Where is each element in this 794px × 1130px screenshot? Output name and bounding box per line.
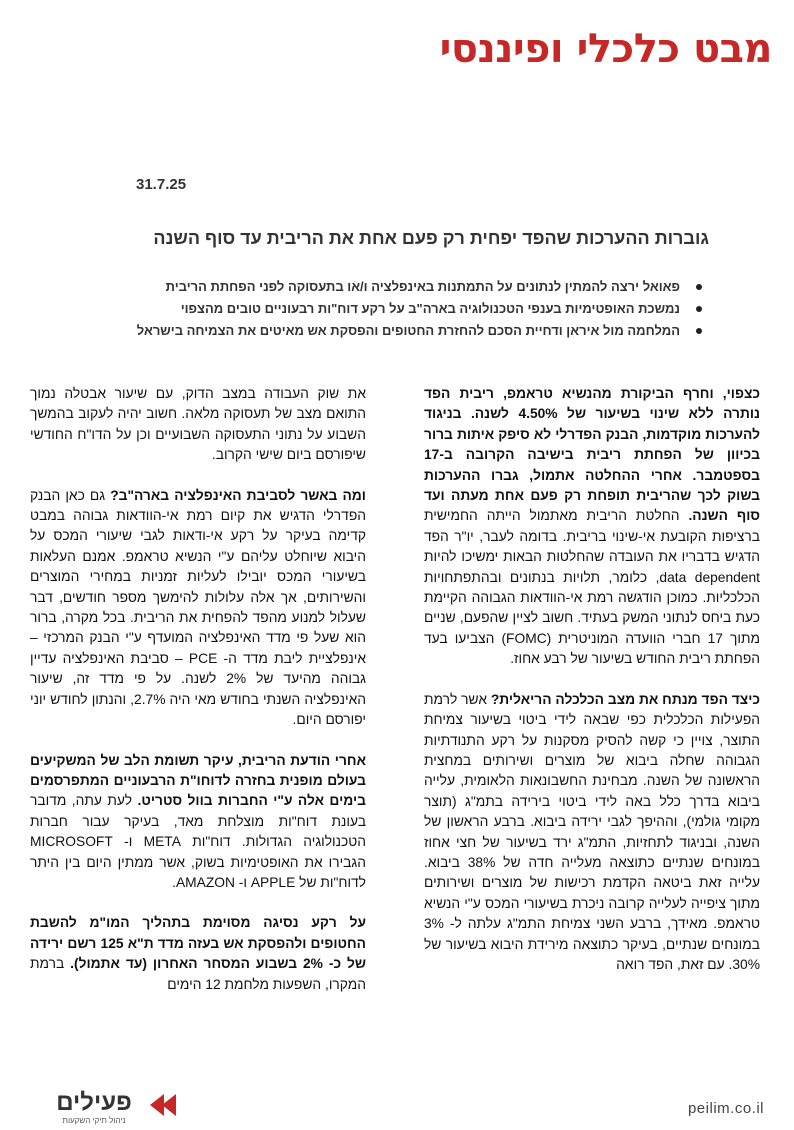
paragraph — [30, 486, 366, 731]
bullet-text: המלחמה מול איראן ודחיית הסכם להחזרת החטופים והפסקת אש מאיטים את הצמיחה בישראל — [136, 323, 680, 338]
logo-chevron-icon — [162, 1094, 176, 1116]
bullet-item — [30, 320, 686, 342]
logo-text: פעילים — [56, 1089, 132, 1116]
right-column — [424, 384, 760, 995]
bullet-dot-icon — [696, 284, 702, 290]
report-date: 31.7.25 — [136, 176, 187, 193]
headline: גוברות ההערכות שהפד יפחית רק פעם אחת את הריבית עד סוף השנה — [153, 228, 709, 248]
summary-bullets — [30, 276, 686, 342]
bullet-text: נמשכת האופטימיות בענפי הטכנולוגיה בארה"ב על רקע דוח"ות רבעוניים טובים מהצפוי — [180, 301, 680, 316]
paragraph-body: גם כאן הבנק הפדרלי הדגיש את קיום רמת אי-הוודאות גבוהה במבט קדימה בעיקר על רקע אי-ודאות לגבי שיעורי המכס על היבוא שיוחלט עליהם ע"י הנשיא טראמפ. אמנם העלאות בשיעורי המכס יובילו לעליות זמניות במחירי המוצרים והשירותים, אך אלה עלולות להימשך מספר חודשים, דבר שעלול למנוע מהפד להפחית את הריבית. בכל מקרה, ברור הוא שעל פי מדד האינפלציה המועדף ע"י הבנק המרכזי – אינפלציית ליבת מדד ה- PCE – סביבת האינפלציה עדיין גבוהה מהיעד של 2% לשנה. על פי מדד זה, שיעור האינפלציה השנתי בחודש מאי היה 2.7%, והנתון לחודש יוני יפורסם היום. — [30, 487, 366, 728]
brand-title: מבט כלכלי ופיננסי — [439, 26, 772, 72]
paragraph-body: החלטת הריבית מאתמול הייתה החמישית ברציפות הקובעת אי-שינוי בריבית. בדומה לעבר, יו"ר הפד הדגיש בדבריו את העובדה שהחלטות הבאות ימשיכו להיות data dependent, כלומר, תלויות בנתונים ובהתפתחויות הכלכליות. כמוכן הודגשה רמת אי-הוודאות הגבוהה הקיימת כעת ביחס לנתוני המשק בעתיד. חשוב לציין שהפעם, שניים מתוך 17 חברי הוועדה המוניטרית (FOMC) הצביעו בעד הפחתת ריבית החודש בשיעור של רבע אחוז. — [424, 508, 760, 667]
paragraph-body: אשר לרמת הפעילות הכלכלית כפי שבאה לידי ביטוי בשיעור צמיחת התוצר, צויין כי קשה להסיק מסקנות על רקע התנודתיות הגבוהה שחלה ביבוא של מוצרים ושירותים במחצית הראשונה של השנה. מבחינת החשבונאות הלאומית, עלייה ביבוא בדרך כלל באה לידי ביטוי בירידה בתמ"ג (תוצר מקומי גולמי), וההיפך לגבי ירידה ביבוא. ברבע הראשון של השנה, ובניגוד לתחזיות, התמ"ג ירד בשיעור של חצי אחוז במונחים שנתיים כתוצאה מעלייה חדה של 38% ביבוא. עלייה זאת ביטאה הקדמת רכישות של מוצרים ושירותים מתוך ציפייה לעלייה קרובה ניכרת בשיעורי המכס ע"י הנשיא טראמפ. מאידך, ברבע השני צמיחת התמ"ג עלתה ל- 3% במונחים שנתיים, בעיקר כתוצאה מירידת היבוא בשיעור של 30%. עם זאת, הפד רואה — [424, 691, 760, 972]
left-column — [30, 384, 366, 1015]
bullet-item — [30, 298, 686, 320]
bullet-dot-icon — [696, 306, 702, 312]
bullet-dot-icon — [696, 328, 702, 334]
logo-subtitle: ניהול תיקי השקעות — [62, 1116, 126, 1125]
paragraph — [424, 384, 760, 670]
paragraph-body: ברמת המקרו, השפעות מלחמת 12 הימים — [30, 956, 366, 992]
paragraph-lead: ומה באשר לסביבת האינפלציה בארה"ב? — [110, 487, 366, 503]
peilim-logo — [38, 1089, 178, 1126]
paragraph — [30, 751, 366, 894]
paragraph-body: לעת עתה, מדובר בעונת דוח"ות מוצלחת מאד, בעיקר עבור חברות הטכנולוגיה הגדולות. דוח"ות META ו- MICROSOFT הגבירו את האופטימיות בשוק, אשר ממתין היום בין היתר לדוח"ות של APPLE ו- AMAZON. — [30, 793, 366, 890]
paragraph-lead: אחרי הודעת הריבית, עיקר תשומת הלב של המשקיעים בעולם מופנית בחזרה לדוחו"ת הרבעוניים המתפרסמים בימים אלה ע"י החברות בוול סטריט. — [30, 752, 366, 809]
paragraph-lead: כצפוי, וחרף הביקורת מהנשיא טראמפ, ריבית הפד נותרה ללא שינוי בשיעור של 4.50% לשנה. בניגוד להערכות מוקדמות, הבנק הפדרלי לא סיפק איתות ברור בכיוון של הפחתת ריבית בישיבה הקרובה ב-17 בספטמבר. אחרי ההחלטה אתמול, גברו ההערכות בשוק לכך שהריבית תופחת רק פעם אחת מעתה ועד סוף השנה. — [424, 386, 760, 524]
paragraph — [424, 690, 760, 976]
bullet-item — [30, 276, 686, 298]
paragraph-lead: על רקע נסיגה מסוימת בתהליך המו"מ להשבת החטופים ולהפסקת אש בעזה מדד ת"א 125 רשם ירידה של כ- 2% בשבוע המסחר האחרון (עד אתמול). — [30, 915, 366, 972]
bullet-text: פאואל ירצה להמתין לנתונים על התמתנות באינפלציה ו/או בתעסוקה לפני הפחתת הריבית — [165, 279, 680, 294]
paragraph — [30, 913, 366, 995]
footer-url: peilim.co.il — [687, 1100, 764, 1117]
paragraph: את שוק העבודה במצב הדוק, עם שיעור אבטלה נמוך התואם מצב של תעסוקה מלאה. חשוב יהיה לעקוב בהמשך השבוע על נתוני התעסוקה השבועיים וכן על הדו"ח החודשי שיפורסם ביום שישי הקרוב. — [30, 386, 366, 463]
paragraph-lead: כיצד הפד מנתח את מצב הכלכלה הריאלית? — [490, 691, 761, 707]
